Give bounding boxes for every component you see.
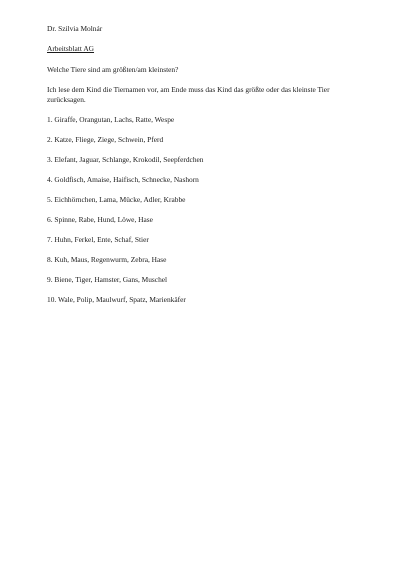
list-item: 3. Elefant, Jaguar, Schlange, Krokodil, Seepferdchen (47, 155, 204, 165)
list-item: 2. Katze, Fliege, Ziege, Schwein, Pferd (47, 135, 164, 145)
question-text: Welche Tiere sind am größten/am kleinsten? (47, 64, 179, 74)
list-item: 10. Wale, Polip, Maulwurf, Spatz, Marienkäfer (47, 295, 186, 305)
list-item: 4. Goldfisch, Amaise, Haifisch, Schnecke, Nashorn (47, 175, 199, 185)
list-item: 6. Spinne, Rabe, Hund, Löwe, Hase (47, 215, 153, 225)
list-item: 8. Kuh, Maus, Regenwurm, Zebra, Hase (47, 255, 167, 265)
list-item: 1. Giraffe, Orangutan, Lachs, Ratte, Wespe (47, 115, 175, 125)
worksheet-title: Arbeitsblatt AG (47, 44, 95, 54)
author-name: Dr. Szilvia Molnár (47, 24, 103, 33)
list-item: 5. Eichhörnchen, Lama, Mücke, Adler, Krabbe (47, 195, 186, 205)
animal-list (47, 115, 360, 304)
list-item: 7. Huhn, Ferkel, Ente, Schaf, Stier (47, 235, 149, 245)
list-item: 9. Biene, Tiger, Hamster, Gans, Muschel (47, 275, 168, 285)
instructions-text: Ich lese dem Kind die Tiernamen vor, am Ende muss das Kind das größte oder das kleinste Tier zurücksagen. (47, 85, 330, 104)
